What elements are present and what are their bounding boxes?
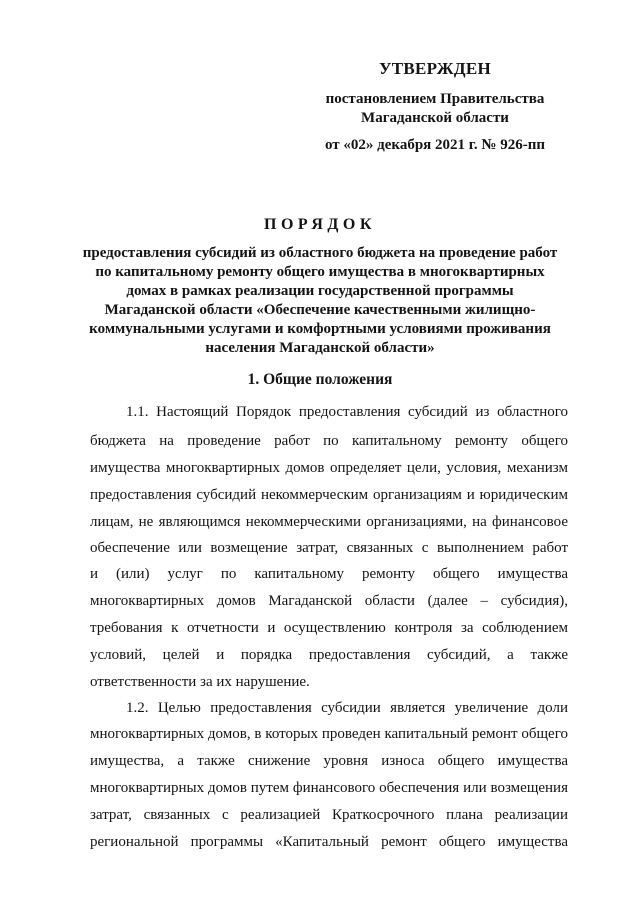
paragraph-1-line: требования к отчетности и осуществлению контроля за соблюдением: [90, 620, 568, 636]
subtitle-line: населения Магаданской области»: [205, 340, 435, 356]
paragraph-2-line: 1.2. Целью предоставления субсидии является увеличение доли: [126, 700, 568, 716]
paragraph-2-line: многоквартирных домов, в которых проведен капитальный ремонт общего: [90, 726, 568, 742]
section-heading: 1. Общие положения: [247, 371, 393, 388]
paragraph-1-line: условий, целей и порядка предоставления субсидий, а также: [90, 647, 568, 663]
subtitle-line: по капитальному ремонту общего имущества в многоквартирных: [95, 264, 545, 280]
approval-line-3: от «02» декабря 2021 г. № 926-пп: [324, 137, 545, 153]
subtitle-line: коммунальными услугами и комфортными условиями проживания: [89, 321, 551, 337]
paragraph-1-line: ответственности за их нарушение.: [90, 674, 310, 690]
subtitle-line: домах в рамках реализации государственной программы: [126, 283, 514, 299]
paragraph-2-line: имущества, а также снижение уровня износа общего имущества: [90, 753, 568, 769]
approval-line-2: Магаданской области: [361, 110, 509, 126]
paragraph-1-line: имущества многоквартирных домов определяет цели, условия, механизм: [90, 460, 568, 476]
paragraph-1-line: бюджета на проведение работ по капитальному ремонту общего: [90, 433, 568, 449]
paragraph-1-line: и (или) услуг по капитальному ремонту общего имущества: [90, 566, 568, 582]
subtitle-line: Магаданской области «Обеспечение качественными жилищно-: [104, 302, 536, 318]
paragraph-2-line: затрат, связанных с реализацией Краткосрочного плана реализации: [90, 807, 568, 823]
subtitle-line: предоставления субсидий из областного бюджета на проведение работ: [82, 245, 558, 261]
paragraph-1-line: многоквартирных домов Магаданской области (далее – субсидия),: [90, 593, 568, 609]
paragraph-2-line: многоквартирных домов путем финансового обеспечения или возмещения: [90, 780, 568, 796]
paragraph-1-line: 1.1. Настоящий Порядок предоставления субсидий из областного: [126, 404, 568, 420]
paragraph-1-line: обеспечение или возмещение затрат, связанных с выполнением работ: [90, 540, 568, 556]
approval-title: УТВЕРЖДЕН: [378, 59, 492, 78]
approval-line-1: постановлением Правительства: [325, 91, 545, 107]
paragraph-1-line: предоставления субсидий некоммерческим организациям и юридическим: [90, 487, 568, 503]
paragraph-2-line: региональной программы «Капитальный ремонт общего имущества: [90, 834, 568, 850]
document-title: ПОРЯДОК: [264, 216, 376, 233]
paragraph-1-line: лицам, не являющимся некоммерческими организациями, на финансовое: [90, 514, 568, 530]
